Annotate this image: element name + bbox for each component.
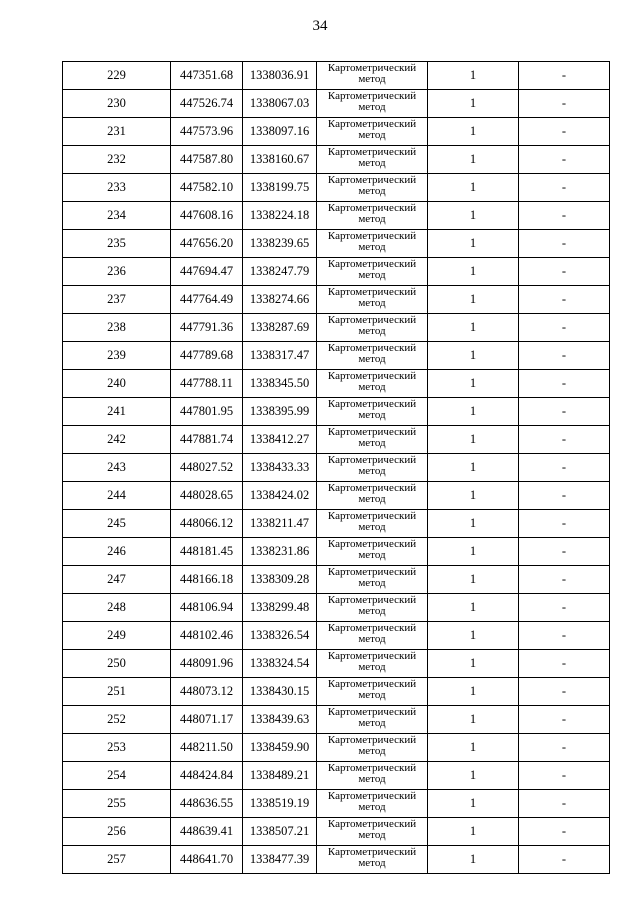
point-number-cell: 235 (63, 230, 171, 258)
x-coordinate-cell: 447791.36 (171, 314, 243, 342)
table-row (63, 846, 610, 874)
method-cell: Картометрический метод (317, 510, 428, 538)
accuracy-cell: 1 (428, 734, 519, 762)
y-coordinate-cell: 1338345.50 (243, 370, 317, 398)
method-cell: Картометрический метод (317, 202, 428, 230)
y-coordinate-cell: 1338439.63 (243, 706, 317, 734)
accuracy-cell: 1 (428, 118, 519, 146)
point-number-cell: 247 (63, 566, 171, 594)
accuracy-cell: 1 (428, 174, 519, 202)
accuracy-cell: 1 (428, 398, 519, 426)
x-coordinate-cell: 447789.68 (171, 342, 243, 370)
table-row (63, 510, 610, 538)
point-number-cell: 232 (63, 146, 171, 174)
x-coordinate-cell: 447788.11 (171, 370, 243, 398)
accuracy-cell: 1 (428, 678, 519, 706)
note-cell: - (519, 230, 610, 258)
table-row (63, 566, 610, 594)
x-coordinate-cell: 447526.74 (171, 90, 243, 118)
method-cell: Картометрический метод (317, 846, 428, 874)
point-number-cell: 244 (63, 482, 171, 510)
note-cell: - (519, 482, 610, 510)
note-cell: - (519, 538, 610, 566)
method-cell: Картометрический метод (317, 650, 428, 678)
y-coordinate-cell: 1338036.91 (243, 62, 317, 90)
table-row (63, 230, 610, 258)
x-coordinate-cell: 448027.52 (171, 454, 243, 482)
page-number: 34 (312, 18, 328, 34)
note-cell: - (519, 678, 610, 706)
y-coordinate-cell: 1338247.79 (243, 258, 317, 286)
table-row (63, 146, 610, 174)
table-row (63, 538, 610, 566)
y-coordinate-cell: 1338239.65 (243, 230, 317, 258)
x-coordinate-cell: 448066.12 (171, 510, 243, 538)
y-coordinate-cell: 1338224.18 (243, 202, 317, 230)
table-row (63, 790, 610, 818)
y-coordinate-cell: 1338097.16 (243, 118, 317, 146)
method-cell: Картометрический метод (317, 398, 428, 426)
x-coordinate-cell: 447801.95 (171, 398, 243, 426)
accuracy-cell: 1 (428, 846, 519, 874)
note-cell: - (519, 370, 610, 398)
note-cell: - (519, 90, 610, 118)
point-number-cell: 240 (63, 370, 171, 398)
table-row (63, 762, 610, 790)
method-cell: Картометрический метод (317, 762, 428, 790)
x-coordinate-cell: 447764.49 (171, 286, 243, 314)
point-number-cell: 253 (63, 734, 171, 762)
method-cell: Картометрический метод (317, 342, 428, 370)
method-cell: Картометрический метод (317, 790, 428, 818)
accuracy-cell: 1 (428, 146, 519, 174)
table-row (63, 678, 610, 706)
x-coordinate-cell: 447694.47 (171, 258, 243, 286)
table-row (63, 650, 610, 678)
y-coordinate-cell: 1338433.33 (243, 454, 317, 482)
x-coordinate-cell: 447656.20 (171, 230, 243, 258)
note-cell: - (519, 398, 610, 426)
accuracy-cell: 1 (428, 454, 519, 482)
note-cell: - (519, 650, 610, 678)
x-coordinate-cell: 448071.17 (171, 706, 243, 734)
method-cell: Картометрический метод (317, 146, 428, 174)
point-number-cell: 255 (63, 790, 171, 818)
method-cell: Картометрический метод (317, 734, 428, 762)
x-coordinate-cell: 448636.55 (171, 790, 243, 818)
table-row (63, 734, 610, 762)
point-number-cell: 236 (63, 258, 171, 286)
table-row (63, 258, 610, 286)
accuracy-cell: 1 (428, 566, 519, 594)
y-coordinate-cell: 1338507.21 (243, 818, 317, 846)
method-cell: Картометрический метод (317, 566, 428, 594)
y-coordinate-cell: 1338309.28 (243, 566, 317, 594)
y-coordinate-cell: 1338477.39 (243, 846, 317, 874)
table-row (63, 454, 610, 482)
coordinates-table (62, 61, 610, 874)
y-coordinate-cell: 1338424.02 (243, 482, 317, 510)
y-coordinate-cell: 1338287.69 (243, 314, 317, 342)
note-cell: - (519, 566, 610, 594)
point-number-cell: 248 (63, 594, 171, 622)
x-coordinate-cell: 447573.96 (171, 118, 243, 146)
note-cell: - (519, 202, 610, 230)
point-number-cell: 256 (63, 818, 171, 846)
y-coordinate-cell: 1338459.90 (243, 734, 317, 762)
y-coordinate-cell: 1338430.15 (243, 678, 317, 706)
y-coordinate-cell: 1338231.86 (243, 538, 317, 566)
accuracy-cell: 1 (428, 426, 519, 454)
table-row (63, 398, 610, 426)
accuracy-cell: 1 (428, 594, 519, 622)
accuracy-cell: 1 (428, 286, 519, 314)
x-coordinate-cell: 447582.10 (171, 174, 243, 202)
accuracy-cell: 1 (428, 762, 519, 790)
method-cell: Картометрический метод (317, 370, 428, 398)
accuracy-cell: 1 (428, 622, 519, 650)
table-row (63, 342, 610, 370)
table-row (63, 62, 610, 90)
x-coordinate-cell: 448106.94 (171, 594, 243, 622)
x-coordinate-cell: 448181.45 (171, 538, 243, 566)
method-cell: Картометрический метод (317, 62, 428, 90)
note-cell: - (519, 706, 610, 734)
table-row (63, 818, 610, 846)
note-cell: - (519, 846, 610, 874)
point-number-cell: 242 (63, 426, 171, 454)
point-number-cell: 245 (63, 510, 171, 538)
x-coordinate-cell: 448028.65 (171, 482, 243, 510)
note-cell: - (519, 734, 610, 762)
method-cell: Картометрический метод (317, 454, 428, 482)
table-row (63, 594, 610, 622)
accuracy-cell: 1 (428, 342, 519, 370)
x-coordinate-cell: 448102.46 (171, 622, 243, 650)
method-cell: Картометрический метод (317, 678, 428, 706)
point-number-cell: 251 (63, 678, 171, 706)
table-row (63, 314, 610, 342)
accuracy-cell: 1 (428, 90, 519, 118)
accuracy-cell: 1 (428, 230, 519, 258)
point-number-cell: 230 (63, 90, 171, 118)
method-cell: Картометрический метод (317, 818, 428, 846)
note-cell: - (519, 286, 610, 314)
y-coordinate-cell: 1338211.47 (243, 510, 317, 538)
coordinates-table-body (63, 62, 610, 874)
accuracy-cell: 1 (428, 482, 519, 510)
note-cell: - (519, 146, 610, 174)
y-coordinate-cell: 1338199.75 (243, 174, 317, 202)
note-cell: - (519, 258, 610, 286)
method-cell: Картометрический метод (317, 258, 428, 286)
note-cell: - (519, 118, 610, 146)
accuracy-cell: 1 (428, 258, 519, 286)
note-cell: - (519, 594, 610, 622)
method-cell: Картометрический метод (317, 622, 428, 650)
point-number-cell: 250 (63, 650, 171, 678)
method-cell: Картометрический метод (317, 230, 428, 258)
table-row (63, 118, 610, 146)
y-coordinate-cell: 1338067.03 (243, 90, 317, 118)
table-row (63, 174, 610, 202)
method-cell: Картометрический метод (317, 174, 428, 202)
y-coordinate-cell: 1338274.66 (243, 286, 317, 314)
note-cell: - (519, 62, 610, 90)
x-coordinate-cell: 448166.18 (171, 566, 243, 594)
accuracy-cell: 1 (428, 650, 519, 678)
method-cell: Картометрический метод (317, 90, 428, 118)
note-cell: - (519, 426, 610, 454)
x-coordinate-cell: 448091.96 (171, 650, 243, 678)
x-coordinate-cell: 448641.70 (171, 846, 243, 874)
x-coordinate-cell: 448211.50 (171, 734, 243, 762)
point-number-cell: 231 (63, 118, 171, 146)
y-coordinate-cell: 1338160.67 (243, 146, 317, 174)
x-coordinate-cell: 448073.12 (171, 678, 243, 706)
method-cell: Картометрический метод (317, 286, 428, 314)
method-cell: Картометрический метод (317, 314, 428, 342)
y-coordinate-cell: 1338489.21 (243, 762, 317, 790)
y-coordinate-cell: 1338412.27 (243, 426, 317, 454)
note-cell: - (519, 454, 610, 482)
point-number-cell: 246 (63, 538, 171, 566)
table-row (63, 370, 610, 398)
method-cell: Картометрический метод (317, 538, 428, 566)
method-cell: Картометрический метод (317, 482, 428, 510)
point-number-cell: 249 (63, 622, 171, 650)
note-cell: - (519, 314, 610, 342)
x-coordinate-cell: 447881.74 (171, 426, 243, 454)
x-coordinate-cell: 447587.80 (171, 146, 243, 174)
table-row (63, 202, 610, 230)
x-coordinate-cell: 447351.68 (171, 62, 243, 90)
table-row (63, 426, 610, 454)
accuracy-cell: 1 (428, 790, 519, 818)
point-number-cell: 229 (63, 62, 171, 90)
point-number-cell: 239 (63, 342, 171, 370)
table-row (63, 286, 610, 314)
table-row (63, 90, 610, 118)
y-coordinate-cell: 1338326.54 (243, 622, 317, 650)
y-coordinate-cell: 1338395.99 (243, 398, 317, 426)
accuracy-cell: 1 (428, 706, 519, 734)
table-row (63, 482, 610, 510)
x-coordinate-cell: 448639.41 (171, 818, 243, 846)
y-coordinate-cell: 1338317.47 (243, 342, 317, 370)
note-cell: - (519, 818, 610, 846)
point-number-cell: 234 (63, 202, 171, 230)
x-coordinate-cell: 447608.16 (171, 202, 243, 230)
accuracy-cell: 1 (428, 314, 519, 342)
accuracy-cell: 1 (428, 62, 519, 90)
point-number-cell: 233 (63, 174, 171, 202)
note-cell: - (519, 174, 610, 202)
point-number-cell: 254 (63, 762, 171, 790)
table-row (63, 622, 610, 650)
point-number-cell: 243 (63, 454, 171, 482)
method-cell: Картометрический метод (317, 426, 428, 454)
note-cell: - (519, 762, 610, 790)
accuracy-cell: 1 (428, 510, 519, 538)
note-cell: - (519, 790, 610, 818)
x-coordinate-cell: 448424.84 (171, 762, 243, 790)
accuracy-cell: 1 (428, 538, 519, 566)
point-number-cell: 241 (63, 398, 171, 426)
method-cell: Картометрический метод (317, 118, 428, 146)
note-cell: - (519, 342, 610, 370)
note-cell: - (519, 510, 610, 538)
accuracy-cell: 1 (428, 202, 519, 230)
point-number-cell: 257 (63, 846, 171, 874)
accuracy-cell: 1 (428, 370, 519, 398)
method-cell: Картометрический метод (317, 706, 428, 734)
point-number-cell: 237 (63, 286, 171, 314)
y-coordinate-cell: 1338324.54 (243, 650, 317, 678)
y-coordinate-cell: 1338299.48 (243, 594, 317, 622)
accuracy-cell: 1 (428, 818, 519, 846)
point-number-cell: 238 (63, 314, 171, 342)
method-cell: Картометрический метод (317, 594, 428, 622)
point-number-cell: 252 (63, 706, 171, 734)
y-coordinate-cell: 1338519.19 (243, 790, 317, 818)
table-row (63, 706, 610, 734)
note-cell: - (519, 622, 610, 650)
